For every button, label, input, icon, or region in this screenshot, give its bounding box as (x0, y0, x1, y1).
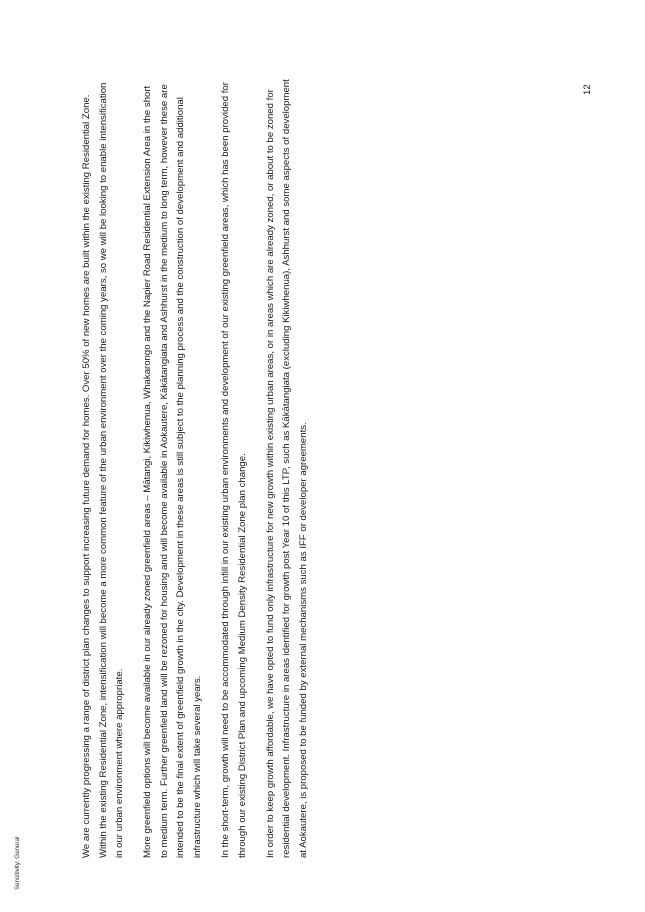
paragraph-short-term-growth: In the short-term, growth will need to be accommodated through infill in our existing urban environments and development of our existing greenfield areas, which has been provided for through our existing District Plan and upcoming Medium Density Residential Zone plan change. (220, 82, 248, 858)
page-number: 12 (582, 84, 593, 95)
body-text (79, 78, 324, 858)
sensitivity-label: Sensitivity: General (14, 836, 21, 890)
paragraph-growth-funding: In order to keep growth affordable, we have opted to fund only infrastructure for new growth within existing urban areas, or in areas which are already zoned, or about to be zoned for residential development. Infrastructure in areas identified for growth post Year 10 of this LTP, such as Kākātangiata (excluding Kikiwhenua), Ashhurst and some aspects of development at Aokautere, is proposed to be funded by external mechanisms such as IFF or developer agreements. (264, 79, 310, 858)
paragraph-greenfield: More greenfield options will become available in our already zoned greenfield areas – Mātangi, Kikiwhenua, Whakarongo and the Napier Road Residential Extension Area in the short to medium term. Further greenfield land will be rezoned for housing and will become available in Aokautere, Kākātangiata and Ashhurst in the medium to long term, however these are intended to be the final extent of greenfield growth in the city. Development in these areas is still subject to the planning process and the construction of development and additional infrastructure which will take several years. (142, 84, 204, 858)
paragraph-intensification: We are currently progressing a range of district plan changes to support increasing future demand for homes. Over 50% of new homes are built within the existing Residential Zone. Within the existing Residential Zone, intensification will become a more common feature of the urban environment over the coming years, so we will be looking to enable intensification in our urban environment where appropriate. (81, 82, 126, 858)
